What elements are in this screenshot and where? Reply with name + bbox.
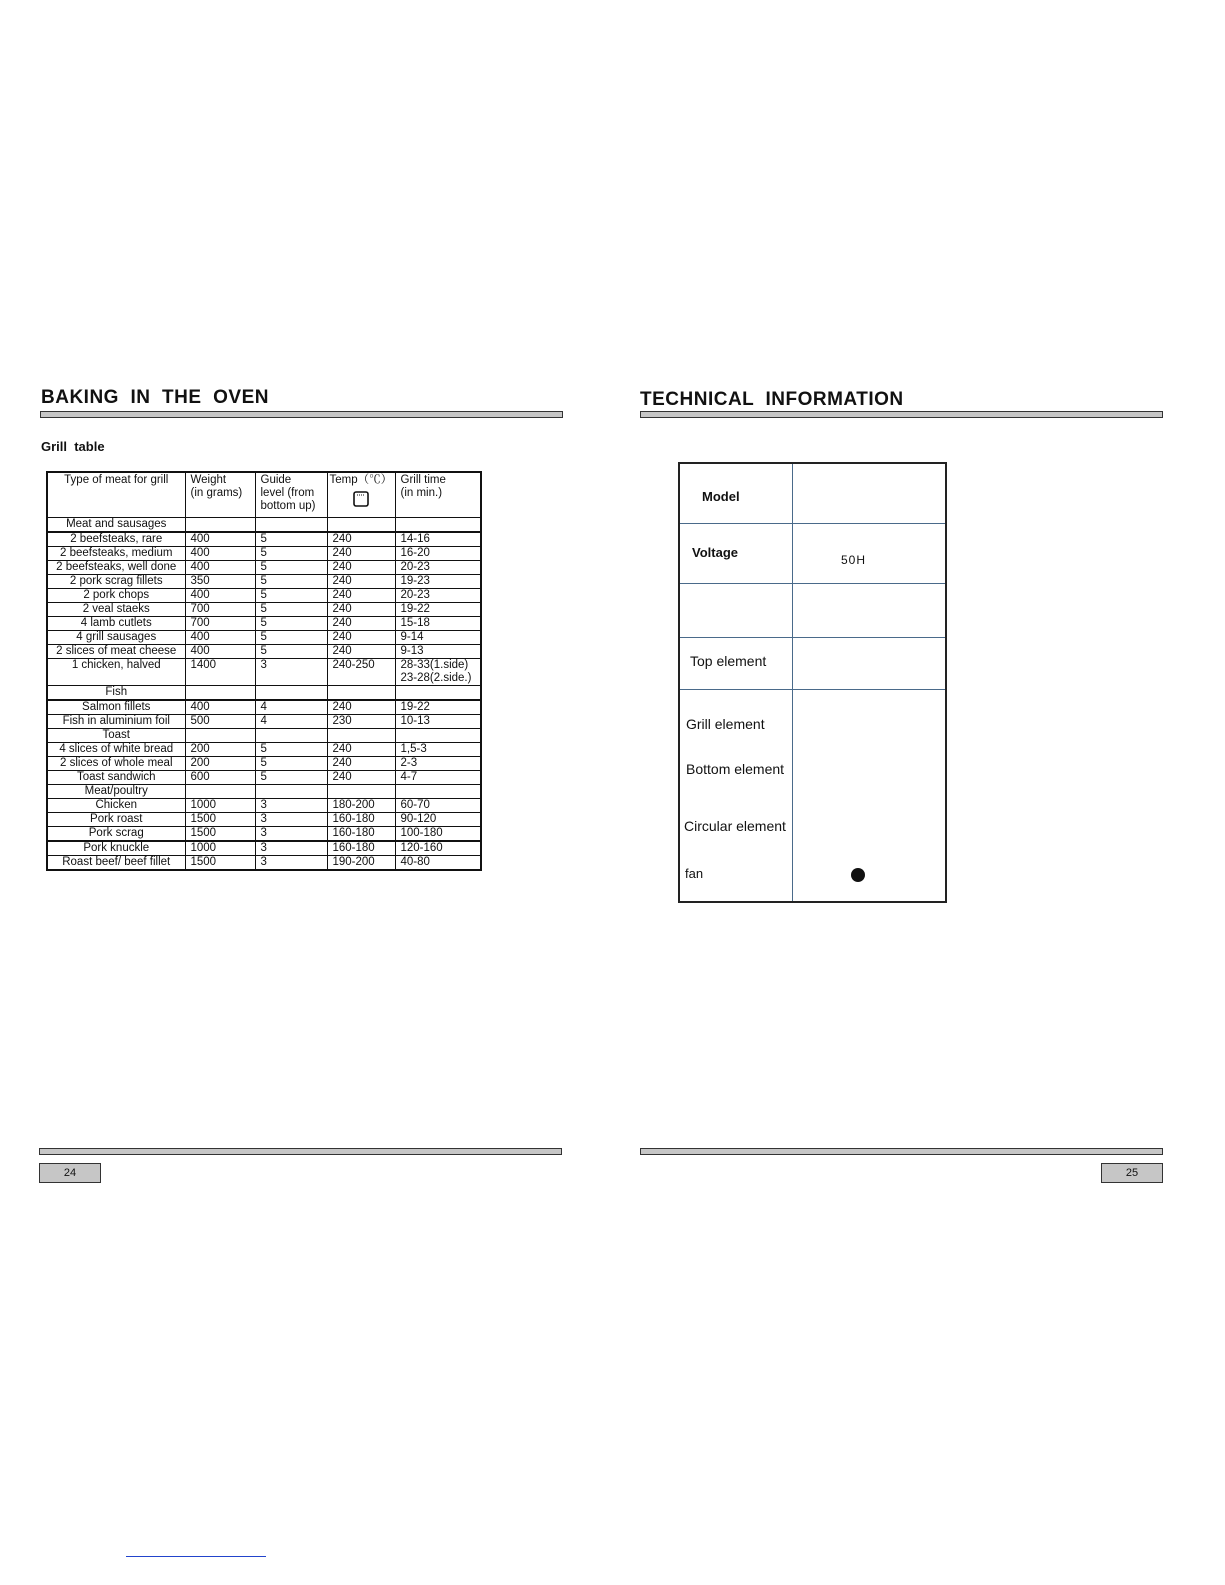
- table-row: [47, 798, 481, 812]
- table-row: [47, 616, 481, 630]
- tech-row-line: [680, 689, 945, 690]
- cell-level: 5: [255, 616, 327, 630]
- cell-weight: [185, 685, 255, 700]
- cell-time: 4-7: [395, 770, 481, 784]
- table-row: [47, 546, 481, 560]
- cell-level: 3: [255, 841, 327, 856]
- cell-food: Fish: [47, 685, 185, 700]
- cell-level: 5: [255, 532, 327, 547]
- category-row: [47, 728, 481, 742]
- oven-grill-icon: [353, 491, 369, 507]
- cell-time: [395, 685, 481, 700]
- cell-weight: 1500: [185, 812, 255, 826]
- cell-time: [395, 728, 481, 742]
- cell-food: 2 pork scrag fillets: [47, 574, 185, 588]
- cell-level: 5: [255, 644, 327, 658]
- cell-weight: 400: [185, 588, 255, 602]
- table-row: [47, 742, 481, 756]
- cell-weight: [185, 784, 255, 798]
- right-page-number: 25: [1101, 1163, 1163, 1183]
- cell-temp: [327, 517, 395, 532]
- cell-level: 3: [255, 826, 327, 841]
- cell-temp: 240: [327, 588, 395, 602]
- circular-element-label: Circular element: [684, 818, 786, 834]
- cell-weight: 200: [185, 742, 255, 756]
- cell-time: 28-33(1.side) 23-28(2.side.): [395, 658, 481, 685]
- cell-level: 5: [255, 574, 327, 588]
- grill-table: [46, 471, 482, 871]
- fan-indicator-dot: [851, 868, 865, 882]
- header-level: Guide level (from bottom up): [255, 472, 327, 517]
- cell-level: 3: [255, 658, 327, 685]
- cell-food: Pork scrag: [47, 826, 185, 841]
- voltage-label: Voltage: [692, 545, 738, 560]
- table-row: [47, 658, 481, 685]
- voltage-value: 50H: [841, 553, 867, 567]
- cell-food: 4 slices of white bread: [47, 742, 185, 756]
- cell-food: Roast beef/ beef fillet: [47, 855, 185, 870]
- cell-time: 19-23: [395, 574, 481, 588]
- cell-weight: [185, 728, 255, 742]
- cell-food: Salmon fillets: [47, 700, 185, 715]
- grill-element-label: Grill element: [686, 716, 765, 732]
- cell-food: 4 grill sausages: [47, 630, 185, 644]
- cell-weight: 400: [185, 560, 255, 574]
- cell-weight: 1500: [185, 855, 255, 870]
- cell-time: 14-16: [395, 532, 481, 547]
- cell-weight: [185, 517, 255, 532]
- cell-level: [255, 784, 327, 798]
- table-row: [47, 700, 481, 715]
- cell-time: 10-13: [395, 714, 481, 728]
- grill-table-header: [47, 472, 481, 517]
- cell-temp: 240: [327, 630, 395, 644]
- cell-time: 1,5-3: [395, 742, 481, 756]
- tech-row-line: [680, 637, 945, 638]
- cell-time: 100-180: [395, 826, 481, 841]
- category-row: [47, 685, 481, 700]
- table-row: [47, 644, 481, 658]
- cell-temp: 240: [327, 700, 395, 715]
- cell-food: 2 slices of whole meal: [47, 756, 185, 770]
- cell-temp: 240: [327, 602, 395, 616]
- cell-time: 2-3: [395, 756, 481, 770]
- cell-food: 2 veal staeks: [47, 602, 185, 616]
- left-page-number: 24: [39, 1163, 101, 1183]
- cell-time: [395, 784, 481, 798]
- left-page-title: BAKING IN THE OVEN: [41, 387, 269, 408]
- cell-temp: 160-180: [327, 812, 395, 826]
- cell-food: 2 beefsteaks, well done: [47, 560, 185, 574]
- table-row: [47, 574, 481, 588]
- table-row: [47, 855, 481, 870]
- cell-food: Pork knuckle: [47, 841, 185, 856]
- cell-food: Toast: [47, 728, 185, 742]
- cell-level: [255, 685, 327, 700]
- cell-food: Meat/poultry: [47, 784, 185, 798]
- tech-row-line: [680, 523, 945, 524]
- cell-time: 16-20: [395, 546, 481, 560]
- cell-temp: 240: [327, 644, 395, 658]
- cell-food: 2 pork chops: [47, 588, 185, 602]
- cell-time: 40-80: [395, 855, 481, 870]
- cell-weight: 600: [185, 770, 255, 784]
- table-row: [47, 770, 481, 784]
- cell-weight: 400: [185, 630, 255, 644]
- left-footer-bar: [39, 1148, 562, 1155]
- category-row: [47, 784, 481, 798]
- cell-time: 20-23: [395, 588, 481, 602]
- right-header-bar: [640, 411, 1163, 418]
- cell-temp: 160-180: [327, 826, 395, 841]
- link-underline: [126, 1556, 266, 1557]
- cell-weight: 400: [185, 700, 255, 715]
- header-weight: Weight (in grams): [185, 472, 255, 517]
- cell-level: 5: [255, 756, 327, 770]
- fan-label: fan: [685, 866, 704, 881]
- cell-weight: 350: [185, 574, 255, 588]
- cell-level: 4: [255, 714, 327, 728]
- cell-weight: 700: [185, 602, 255, 616]
- table-row: [47, 826, 481, 841]
- cell-food: 2 slices of meat cheese: [47, 644, 185, 658]
- table-row: [47, 560, 481, 574]
- cell-level: 3: [255, 855, 327, 870]
- cell-temp: 240: [327, 574, 395, 588]
- bottom-element-label: Bottom element: [686, 761, 785, 777]
- cell-temp: 240: [327, 532, 395, 547]
- cell-temp: 240: [327, 756, 395, 770]
- table-row: [47, 602, 481, 616]
- header-temp-label: Temp（℃）: [329, 474, 393, 486]
- tech-row-line: [680, 583, 945, 584]
- cell-time: 90-120: [395, 812, 481, 826]
- cell-level: [255, 517, 327, 532]
- cell-temp: 240: [327, 560, 395, 574]
- right-footer-bar: [640, 1148, 1163, 1155]
- cell-time: 19-22: [395, 700, 481, 715]
- cell-level: 3: [255, 798, 327, 812]
- cell-level: 4: [255, 700, 327, 715]
- cell-temp: [327, 728, 395, 742]
- cell-temp: 180-200: [327, 798, 395, 812]
- cell-time: [395, 517, 481, 532]
- tech-info-table: [678, 462, 947, 903]
- cell-time: 60-70: [395, 798, 481, 812]
- table-row: [47, 630, 481, 644]
- cell-level: 5: [255, 742, 327, 756]
- cell-food: 4 lamb cutlets: [47, 616, 185, 630]
- header-food: Type of meat for grill: [47, 472, 185, 517]
- header-temp: [327, 472, 395, 517]
- cell-food: Meat and sausages: [47, 517, 185, 532]
- cell-level: 5: [255, 602, 327, 616]
- cell-weight: 400: [185, 532, 255, 547]
- cell-temp: 240: [327, 742, 395, 756]
- cell-temp: [327, 685, 395, 700]
- cell-time: 20-23: [395, 560, 481, 574]
- cell-weight: 700: [185, 616, 255, 630]
- table-row: [47, 756, 481, 770]
- cell-weight: 1000: [185, 841, 255, 856]
- top-element-label: Top element: [690, 653, 767, 669]
- cell-level: 3: [255, 812, 327, 826]
- table-row: [47, 588, 481, 602]
- cell-food: Toast sandwich: [47, 770, 185, 784]
- cell-temp: [327, 784, 395, 798]
- cell-level: 5: [255, 560, 327, 574]
- cell-weight: 1400: [185, 658, 255, 685]
- cell-temp: 160-180: [327, 841, 395, 856]
- cell-level: 5: [255, 588, 327, 602]
- grill-table-heading: Grill table: [41, 439, 105, 454]
- cell-temp: 190-200: [327, 855, 395, 870]
- cell-temp: 240: [327, 616, 395, 630]
- cell-temp: 240: [327, 546, 395, 560]
- cell-food: 2 beefsteaks, medium: [47, 546, 185, 560]
- cell-weight: 1500: [185, 826, 255, 841]
- cell-time: 9-14: [395, 630, 481, 644]
- table-row: [47, 714, 481, 728]
- cell-weight: 500: [185, 714, 255, 728]
- cell-food: Pork roast: [47, 812, 185, 826]
- cell-level: 5: [255, 546, 327, 560]
- category-row: [47, 517, 481, 532]
- model-label: Model: [702, 489, 740, 504]
- cell-weight: 400: [185, 644, 255, 658]
- cell-temp: 230: [327, 714, 395, 728]
- table-row: [47, 841, 481, 856]
- header-time: Grill time (in min.): [395, 472, 481, 517]
- cell-weight: 200: [185, 756, 255, 770]
- cell-food: 2 beefsteaks, rare: [47, 532, 185, 547]
- cell-level: 5: [255, 770, 327, 784]
- cell-level: 5: [255, 630, 327, 644]
- cell-weight: 1000: [185, 798, 255, 812]
- left-header-bar: [40, 411, 563, 418]
- table-row: [47, 812, 481, 826]
- cell-time: 19-22: [395, 602, 481, 616]
- cell-level: [255, 728, 327, 742]
- cell-food: Chicken: [47, 798, 185, 812]
- tech-column-divider: [792, 464, 793, 901]
- cell-weight: 400: [185, 546, 255, 560]
- cell-temp: 240: [327, 770, 395, 784]
- cell-food: Fish in aluminium foil: [47, 714, 185, 728]
- cell-food: 1 chicken, halved: [47, 658, 185, 685]
- table-row: [47, 532, 481, 547]
- cell-time: 120-160: [395, 841, 481, 856]
- cell-time: 9-13: [395, 644, 481, 658]
- cell-temp: 240-250: [327, 658, 395, 685]
- right-page-title: TECHNICAL INFORMATION: [640, 389, 904, 410]
- cell-time: 15-18: [395, 616, 481, 630]
